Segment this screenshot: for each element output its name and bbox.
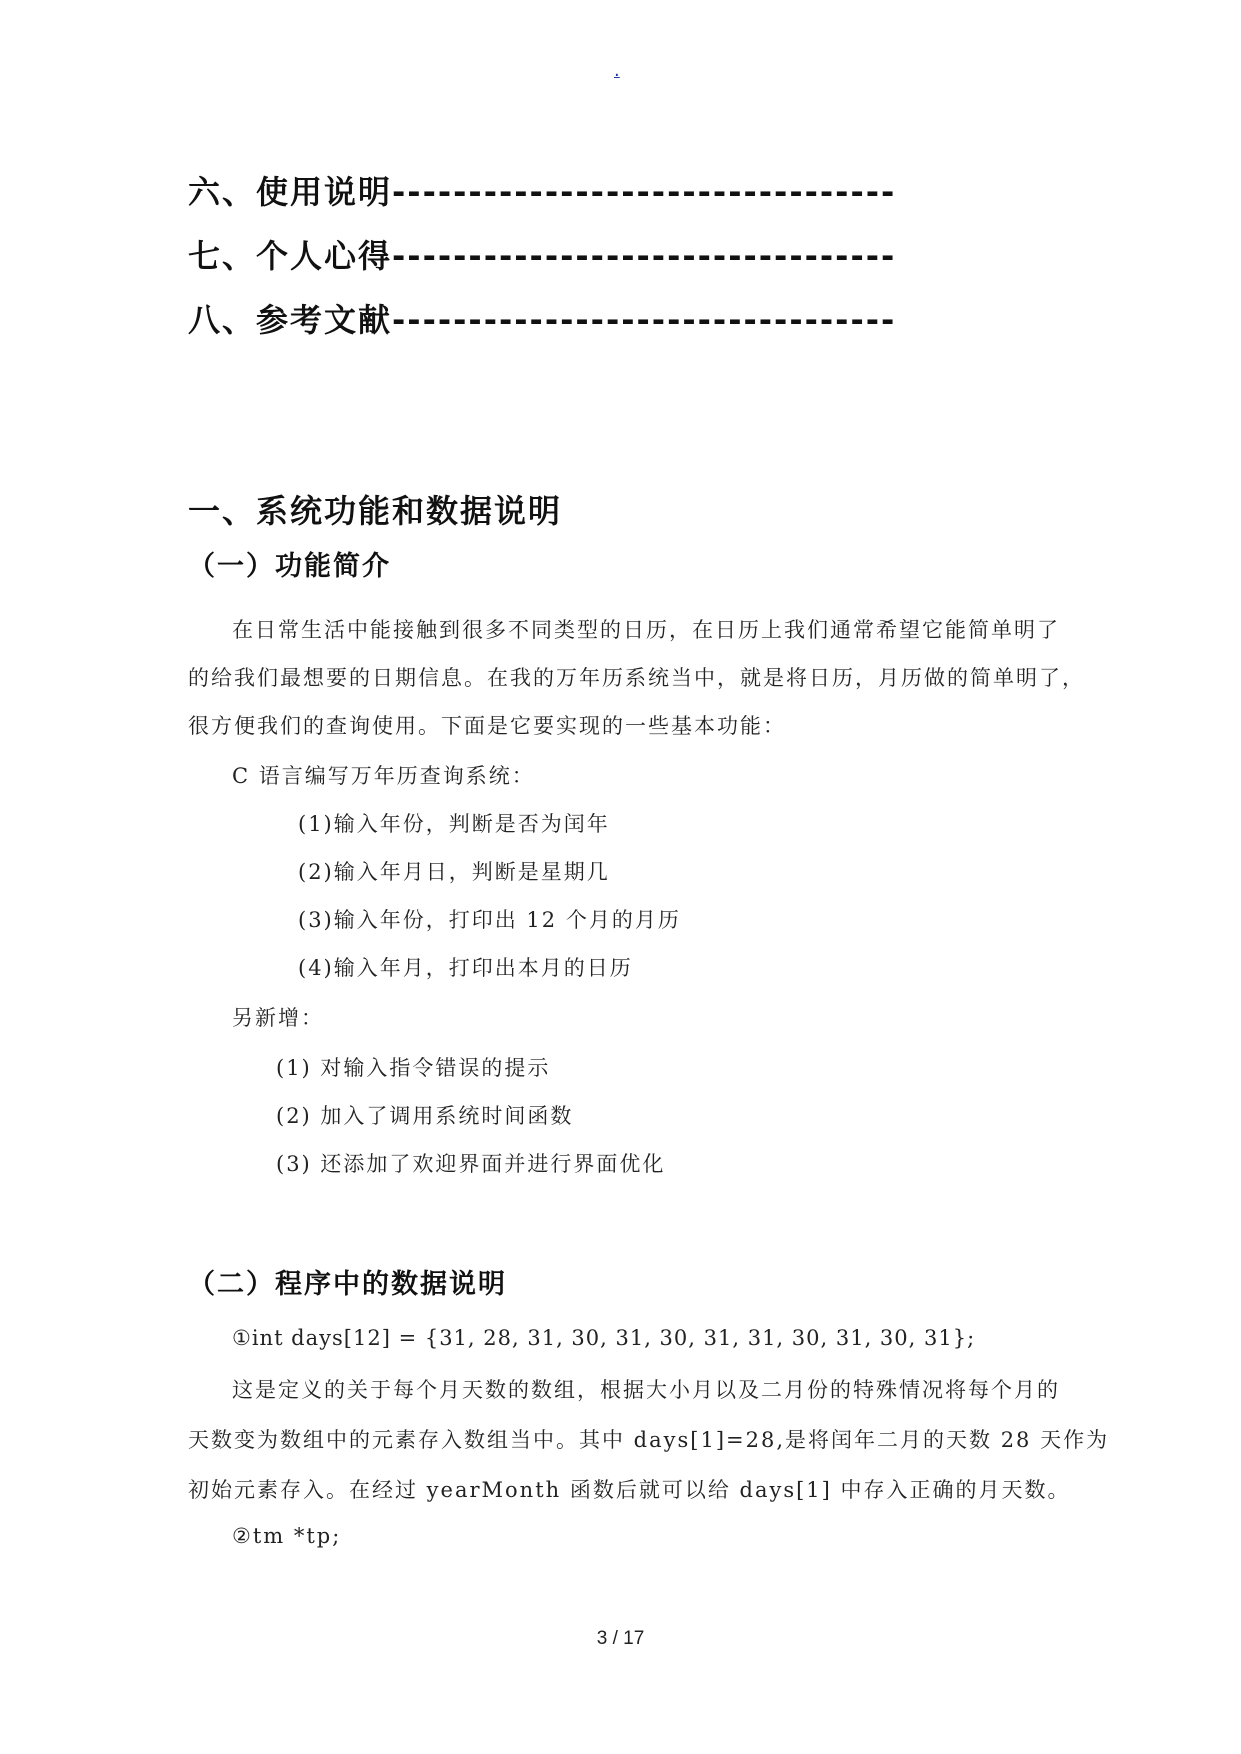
toc-entry-references[interactable]: 八、参考文献--------------------------------- bbox=[188, 301, 897, 339]
paragraph-line: 初始元素存入。在经过 yearMonth 函数后就可以给 days[1] 中存入正确的月天数。 bbox=[188, 1478, 1071, 1502]
extra-item: (2) 加入了调用系统时间函数 bbox=[276, 1104, 574, 1128]
feature-item: (1)输入年份，判断是否为闰年 bbox=[298, 812, 610, 836]
paragraph-line: 很方便我们的查询使用。下面是它要实现的一些基本功能： bbox=[188, 714, 786, 738]
feature-list-lead: C 语言编写万年历查询系统： bbox=[232, 764, 535, 788]
paragraph-line: 这是定义的关于每个月天数的数组，根据大小月以及二月份的特殊情况将每个月的 bbox=[232, 1378, 1060, 1402]
feature-item: (2)输入年月日，判断是星期几 bbox=[298, 860, 610, 884]
code-line-days-array: ①int days[12] = {31, 28, 31, 30, 31, 30, 31, 31, 30, 31, 30, 31}; bbox=[232, 1326, 976, 1350]
header-mark: . bbox=[614, 60, 620, 81]
feature-item: (3)输入年份，打印出 12 个月的月历 bbox=[298, 908, 681, 932]
subsection-heading-features: （一）功能简介 bbox=[188, 551, 391, 582]
page-number: 3 / 17 bbox=[596, 1628, 645, 1649]
code-line-tm-pointer: ②tm *tp; bbox=[232, 1524, 342, 1548]
toc-entry-usage[interactable]: 六、使用说明--------------------------------- bbox=[188, 173, 897, 211]
extra-item: (3) 还添加了欢迎界面并进行界面优化 bbox=[276, 1152, 666, 1176]
paragraph-line: 的给我们最想要的日期信息。在我的万年历系统当中，就是将日历，月历做的简单明了， bbox=[188, 666, 1085, 690]
subsection-heading-data: （二）程序中的数据说明 bbox=[188, 1269, 507, 1300]
extra-item: (1) 对输入指令错误的提示 bbox=[276, 1056, 551, 1080]
paragraph-line: 天数变为数组中的元素存入数组当中。其中 days[1]=28,是将闰年二月的天数 28 天作为 bbox=[188, 1428, 1110, 1452]
section-heading: 一、系统功能和数据说明 bbox=[188, 492, 563, 530]
extras-lead: 另新增： bbox=[232, 1006, 324, 1030]
toc-entry-experience[interactable]: 七、个人心得--------------------------------- bbox=[188, 237, 897, 275]
paragraph-line: 在日常生活中能接触到很多不同类型的日历，在日历上我们通常希望它能简单明了 bbox=[232, 618, 1060, 642]
feature-item: (4)输入年月，打印出本月的日历 bbox=[298, 956, 633, 980]
table-of-contents bbox=[188, 160, 896, 352]
